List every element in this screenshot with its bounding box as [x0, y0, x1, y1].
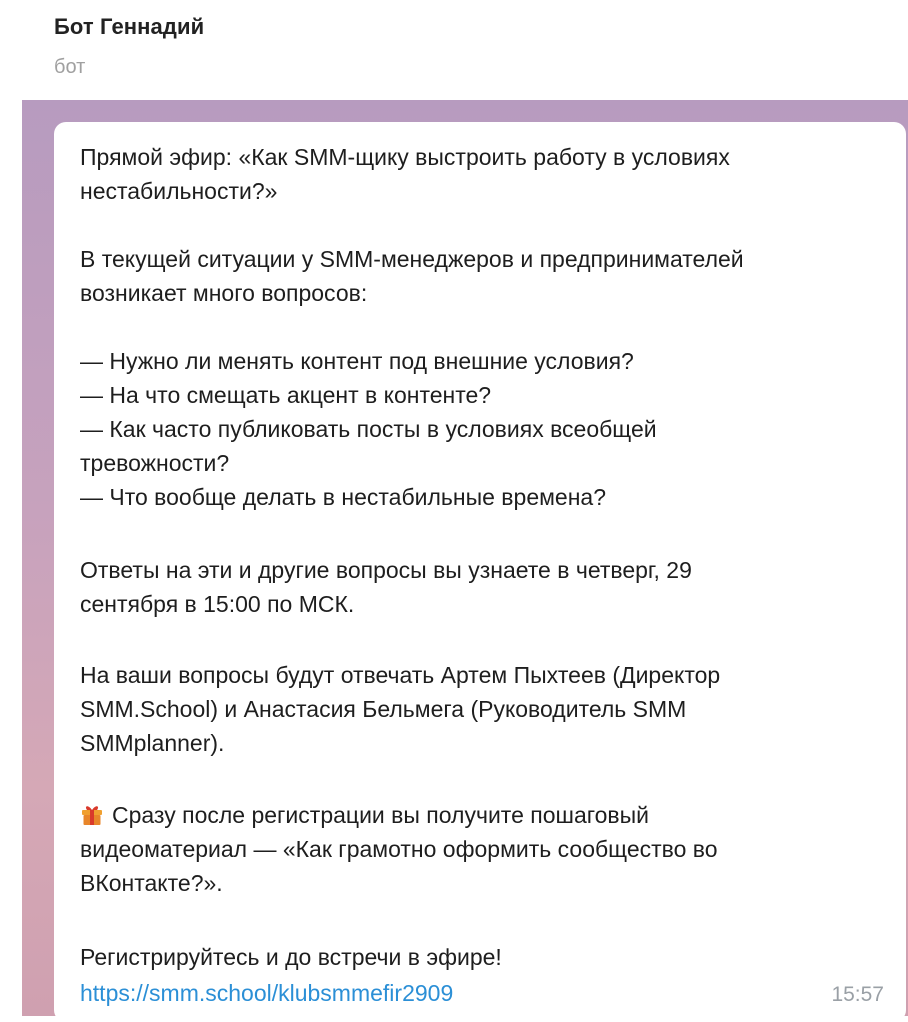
message-text-line: SMM.School) и Анастасия Бельмега (Руководитель SMM [80, 696, 687, 722]
message-text-line: SMMplanner). [80, 730, 225, 756]
chat-subtitle: бот [54, 56, 86, 78]
message-text-line: — Как часто публиковать посты в условиях всеобщей [80, 416, 657, 442]
message-text-line: тревожности? [80, 450, 230, 476]
message-text-line: В текущей ситуации у SMM-менеджеров и предпринимателей [80, 246, 744, 272]
message-text-line: — Что вообще делать в нестабильные времена? [80, 484, 607, 510]
registration-link[interactable]: https://smm.school/klubsmmefir2909 [80, 980, 454, 1006]
message-text-line: Ответы на эти и другие вопросы вы узнаете в четверг, 29 [80, 557, 692, 583]
message-text-line: — На что смещать акцент в контенте? [80, 382, 492, 408]
message-text-line: На ваши вопросы будут отвечать Артем Пыхтеев (Директор [80, 662, 721, 688]
gift-icon [80, 801, 104, 825]
message-text-line: сентября в 15:00 по МСК. [80, 591, 355, 617]
message-text-line: — Нужно ли менять контент под внешние условия? [80, 348, 634, 374]
message-text-line: возникает много вопросов: [80, 280, 368, 306]
chat-header[interactable] [0, 0, 908, 100]
message-text-line: Прямой эфир: «Как SMM-щику выстроить работу в условиях [80, 144, 730, 170]
message-text-line: нестабильности?» [80, 178, 278, 204]
message-text-line: ВКонтакте?». [80, 870, 223, 896]
message-text-line [80, 798, 649, 832]
message-timestamp: 15:57 [831, 983, 884, 1006]
message-text-line: Регистрируйтесь и до встречи в эфире! [80, 944, 502, 970]
chat-title: Бот Геннадий [54, 14, 205, 39]
message-text: Сразу после регистрации вы получите пошаговый [112, 802, 650, 828]
message-text-line: видеоматериал — «Как грамотно оформить сообщество во [80, 836, 718, 862]
